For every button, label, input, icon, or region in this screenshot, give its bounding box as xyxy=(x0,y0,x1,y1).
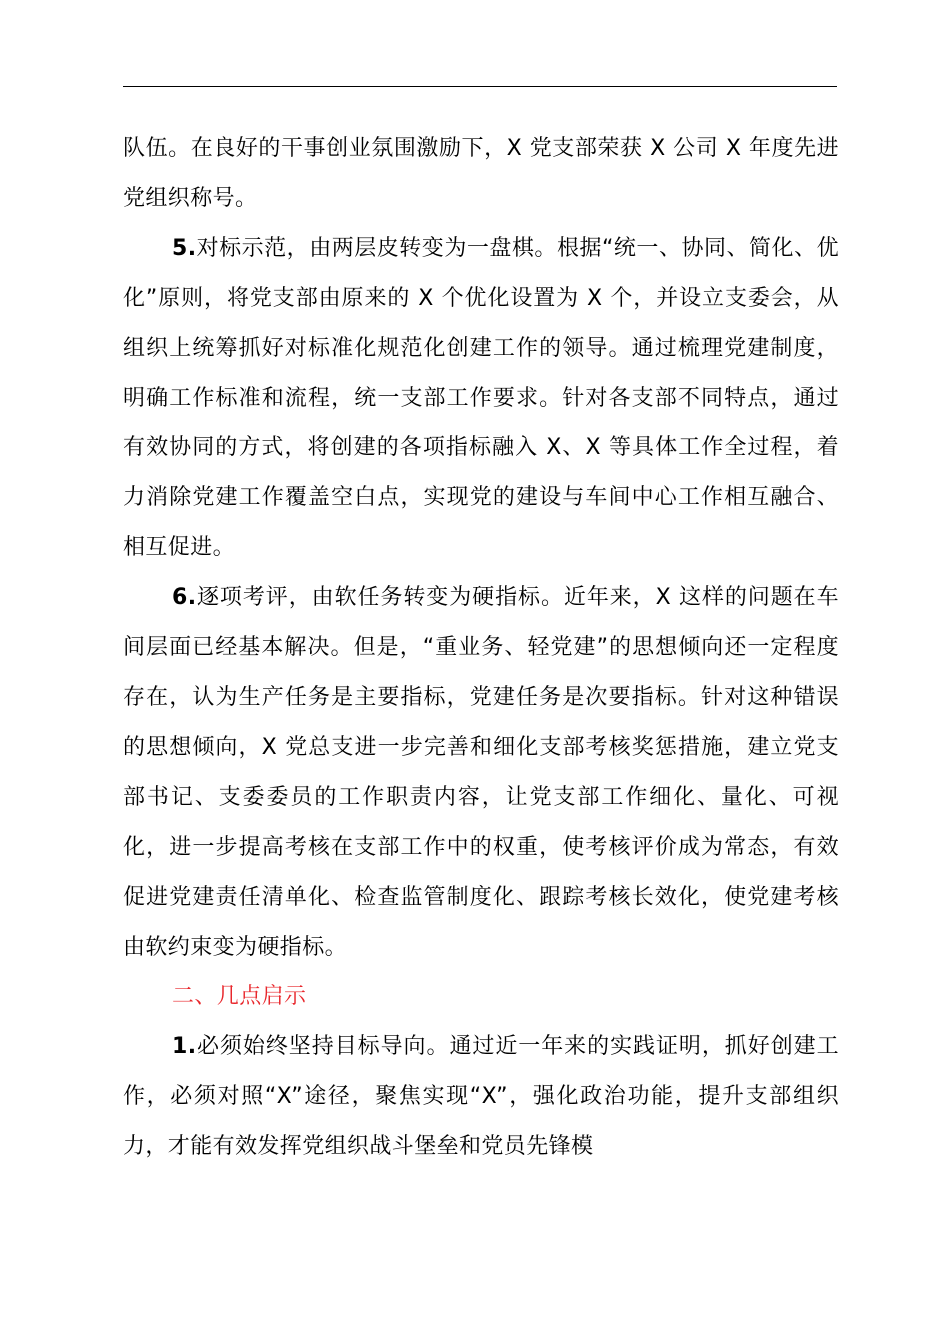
header-rule xyxy=(123,86,837,87)
item-number: 6. xyxy=(172,585,197,611)
paragraph-text: 队伍。在良好的干事创业氛围激励下，X 党支部荣获 X 公司 X 年度先进党组织称号。 xyxy=(123,136,839,211)
paragraph-text: 逐项考评，由软任务转变为硬指标。近年来，X 这样的问题在车间层面已经基本解决。但是，“重业务、轻党建”的思想倾向还一定程度存在，认为生产任务是主要指标，党建任务是次要指标。针对这种错误的思想倾向，X 党总支进一步完善和细化支部考核奖惩措施，建立党支部书记、支委委员的工作职责内容，让党支部工作细化、量化、可视化，进一步提高考核在支部工作中的权重，使考核评价成为常态，有效促进党建责任清单化、检查监管制度化、跟踪考核长效化，使党建考核由软约束变为硬指标。 xyxy=(123,585,839,960)
item-number: 1. xyxy=(172,1034,197,1060)
paragraph-text: 必须始终坚持目标导向。通过近一年来的实践证明，抓好创建工作，必须对照“X”途径，聚焦实现“X”，强化政治功能，提升支部组织力，才能有效发挥党组织战斗堡垒和党员先锋模 xyxy=(123,1034,839,1160)
paragraph-continuation xyxy=(123,124,839,224)
section-heading: 二、几点启示 xyxy=(172,984,307,1010)
paragraph-item-5 xyxy=(123,224,839,573)
item-number: 5. xyxy=(172,235,197,261)
document-body xyxy=(123,124,839,1172)
paragraph-text: 对标示范，由两层皮转变为一盘棋。根据“统一、协同、简化、优化”原则，将党支部由原来的 X 个优化设置为 X 个，并设立支委会，从组织上统筹抓好对标准化规范化创建工作的领导。通过梳理党建制度，明确工作标准和流程，统一支部工作要求。针对各支部不同特点，通过有效协同的方式，将创建的各项指标融入 X、X 等具体工作全过程，着力消除党建工作覆盖空白点，实现党的建设与车间中心工作相互融合、相互促进。 xyxy=(123,235,839,561)
paragraph-item-1 xyxy=(123,1022,839,1172)
paragraph-item-6 xyxy=(123,573,839,972)
